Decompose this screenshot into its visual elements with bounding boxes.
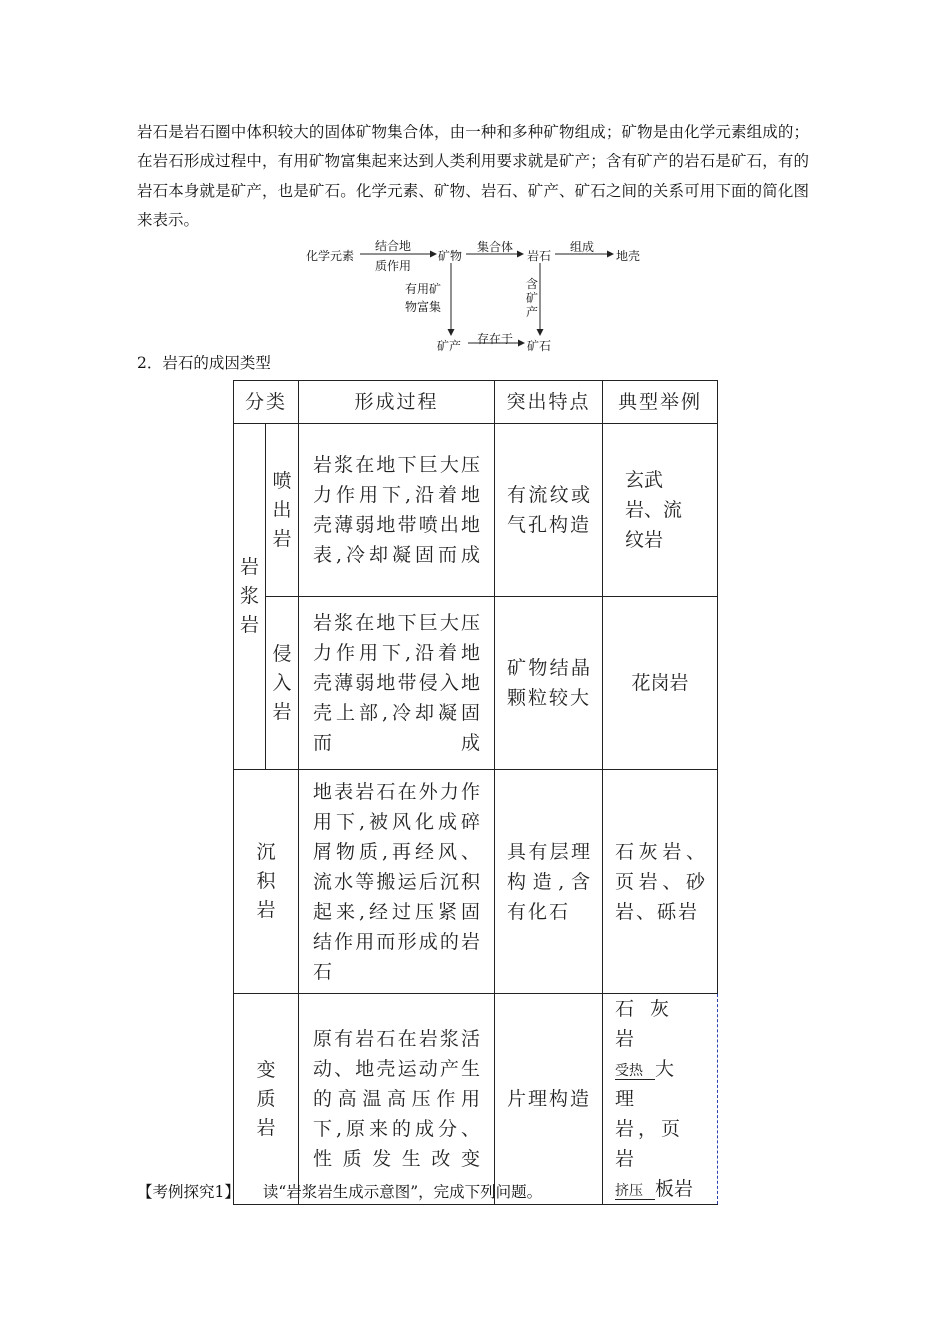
label-left-line1: 有用矿 bbox=[405, 282, 442, 296]
example-line4: 挤压 板岩 bbox=[615, 1178, 694, 1200]
cell-extrusive-name: 喷出岩 bbox=[266, 424, 299, 597]
cell-metamorphic-feature: 片理构造 bbox=[495, 994, 603, 1205]
example-line3: 岩，页岩 bbox=[615, 1118, 685, 1170]
header-example: 典型举例 bbox=[603, 381, 718, 424]
label-arrow3: 组成 bbox=[570, 240, 595, 254]
example-tag: 【考例探究1】 bbox=[137, 1183, 240, 1201]
cell-extrusive-process: 岩浆在地下巨大压力作用下,沿着地壳薄弱地带喷出地表,冷却凝固而成 bbox=[299, 424, 495, 597]
cell-magmatic: 岩浆岩 bbox=[234, 424, 266, 770]
example-prompt bbox=[137, 1180, 542, 1202]
cell-extrusive-feature: 有流纹或气孔构造 bbox=[495, 424, 603, 597]
table-row bbox=[234, 994, 718, 1205]
label-arrow-bottom: 存在于 bbox=[477, 332, 514, 346]
example-line2: 受热 大理 bbox=[615, 1058, 687, 1110]
table-row bbox=[234, 424, 718, 597]
press-arrow-label: 挤压 bbox=[615, 1183, 655, 1200]
rock-types-table bbox=[233, 380, 718, 1205]
table-row bbox=[234, 597, 718, 770]
heat-arrow-label: 受热 bbox=[615, 1063, 655, 1080]
node-crust: 地壳 bbox=[616, 249, 641, 263]
header-category: 分类 bbox=[234, 381, 299, 424]
cell-sedimentary-example: 石灰岩、页岩、砂岩、砾岩 bbox=[603, 770, 718, 994]
header-process: 形成过程 bbox=[299, 381, 495, 424]
label-arrow1-line2: 质作用 bbox=[375, 259, 412, 273]
cell-intrusive-name: 侵入岩 bbox=[266, 597, 299, 770]
header-feature: 突出特点 bbox=[495, 381, 603, 424]
cell-metamorphic-process: 原有岩石在岩浆活动、地壳运动产生的高温高压作用下,原来的成分、性质发生改变 bbox=[299, 994, 495, 1205]
section-title: 2．岩石的成因类型 bbox=[137, 354, 271, 372]
node-mineral: 矿物 bbox=[438, 249, 463, 263]
cell-intrusive-example: 花岗岩 bbox=[603, 597, 718, 770]
node-element: 化学元素 bbox=[306, 249, 355, 263]
node-deposit: 矿产 bbox=[437, 339, 462, 353]
cell-metamorphic-example bbox=[603, 994, 718, 1205]
label-left-line2: 物富集 bbox=[405, 300, 442, 314]
node-rock: 岩石 bbox=[527, 249, 552, 263]
cell-sedimentary-name: 沉积岩 bbox=[234, 770, 299, 994]
label-arrow2: 集合体 bbox=[477, 240, 514, 254]
example-line1: 石灰岩 bbox=[615, 998, 686, 1050]
table-header-row bbox=[234, 381, 718, 424]
cell-sedimentary-feature: 具有层理构造,含有化石 bbox=[495, 770, 603, 994]
cell-extrusive-example: 玄武岩、流纹岩 bbox=[603, 424, 718, 597]
cell-sedimentary-process: 地表岩石在外力作用下,被风化成碎屑物质,再经风、流水等搬运后沉积起来,经过压紧固结作用而形成的岩石 bbox=[299, 770, 495, 994]
node-ore: 矿石 bbox=[527, 339, 552, 353]
label-right-vertical: 含矿产 bbox=[526, 277, 539, 319]
cell-metamorphic-name: 变质岩 bbox=[234, 994, 299, 1205]
example-text: 读“岩浆岩生成示意图”，完成下列问题。 bbox=[262, 1183, 543, 1201]
label-arrow1-line1: 结合地 bbox=[375, 239, 412, 253]
intro-paragraph: 岩石是岩石圈中体积较大的固体矿物集合体，由一种和多种矿物组成；矿物是由化学元素组成的；在岩石形成过程中，有用矿物富集起来达到人类利用要求就是矿产；含有矿产的岩石是矿石，有的岩石本身就是矿产，也是矿石。化学元素、矿物、岩石、矿产、矿石之间的关系可用下面的简化图来表示。 bbox=[137, 123, 809, 229]
cell-intrusive-feature: 矿物结晶颗粒较大 bbox=[495, 597, 603, 770]
table-row bbox=[234, 770, 718, 994]
cell-intrusive-process: 岩浆在地下巨大压力作用下,沿着地壳薄弱地带侵入地壳上部,冷却凝固而成 bbox=[299, 597, 495, 770]
